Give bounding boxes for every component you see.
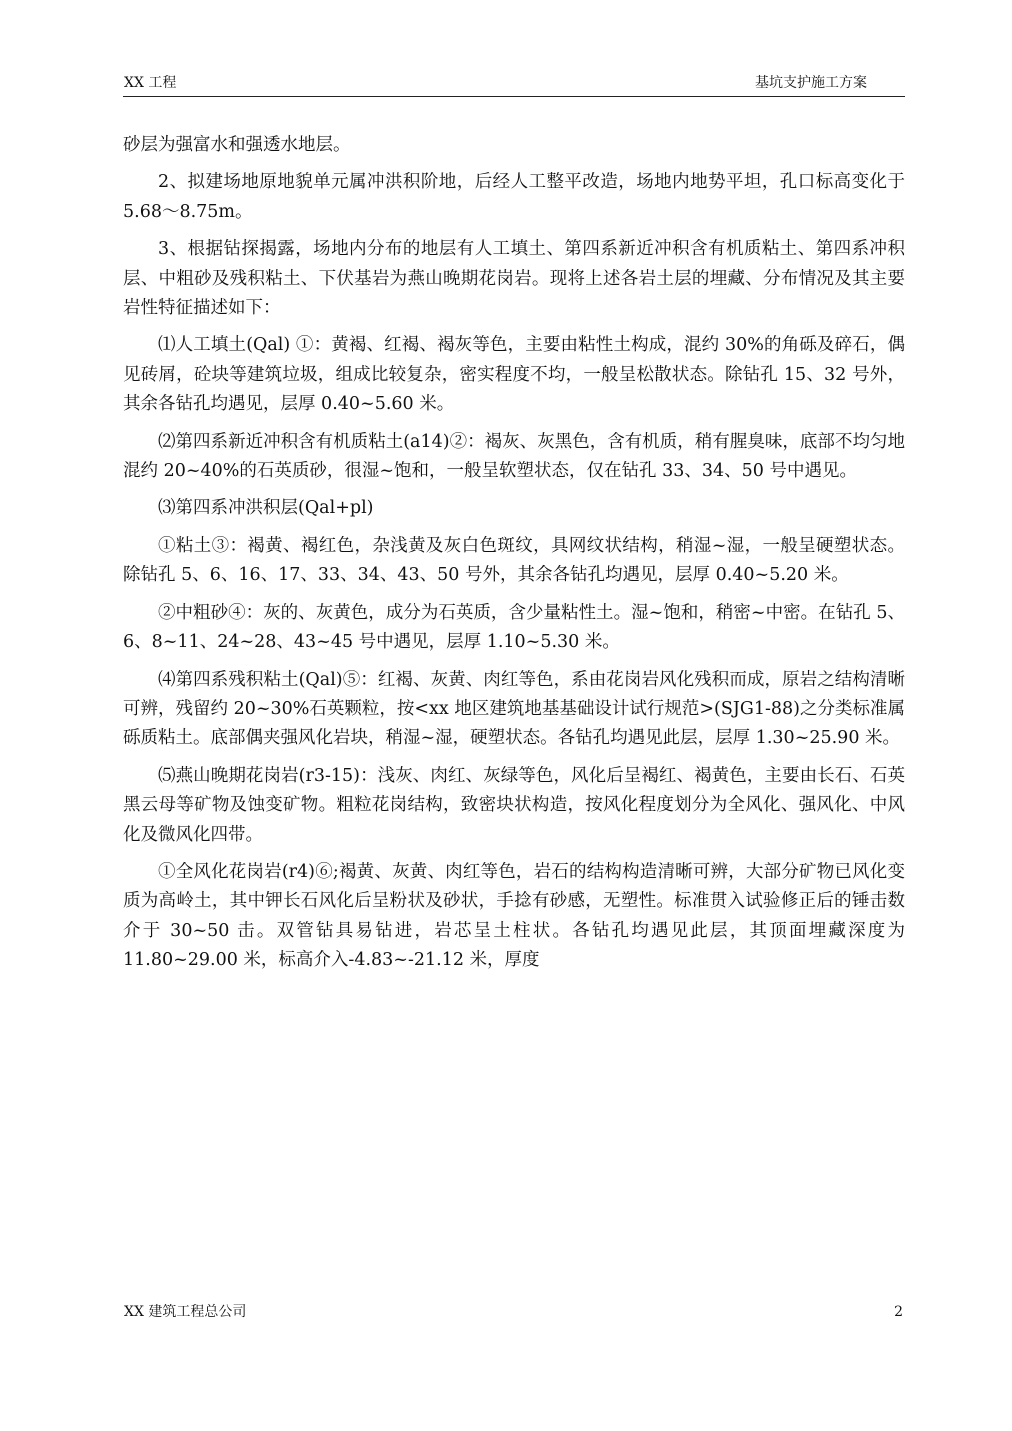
body-paragraph: ①全风化花岗岩(r4)⑥;褐黄、灰黄、肉红等色，岩石的结构构造清晰可辨，大部分矿物已风化变质为高岭土，其中钾长石风化后呈粉状及砂状，手捻有砂感，无塑性。标准贯入试验修正后的锤击数介于 30~50 击。双管钻具易钻进，岩芯呈土柱状。各钻孔均遇见此层，其顶面埋藏深度为 11.80~29.00 米，标高介入-4.83~-21.12 米，厚度 <box>123 861 905 971</box>
body-paragraph: 砂层为强富水和强透水地层。 <box>123 135 351 155</box>
body-paragraph: ①粘土③：褐黄、褐红色，杂浅黄及灰白色斑纹，具网纹状结构，稍湿~湿，一般呈硬塑状态。除钻孔 5、6、16、17、33、34、43、50 号外，其余各钻孔均遇见，层厚 0.40~5.20 米。 <box>123 535 905 586</box>
body-paragraph: 2、拟建场地原地貌单元属冲洪积阶地，后经人工整平改造，场地内地势平坦，孔口标高变化于 5.68～8.75m。 <box>123 172 905 222</box>
body-paragraph: 3、根据钻探揭露，场地内分布的地层有人工填土、第四系新近冲积含有机质粘土、第四系冲积层、中粗砂及残积粘土、下伏基岩为燕山晚期花岗岩。现将上述各岩土层的埋藏、分布情况及其主要岩性特征描述如下： <box>123 239 905 319</box>
document-body <box>123 131 905 984</box>
body-paragraph: ⑵第四系新近冲积含有机质粘土(a14)②：褐灰、灰黑色，含有机质，稍有腥臭味，底部不均匀地混约 20~40%的石英质砂，很湿~饱和，一般呈软塑状态，仅在钻孔 33、34、50 号中遇见。 <box>123 431 905 482</box>
body-paragraph: ⑷第四系残积粘土(Qal)⑤：红褐、灰黄、肉红等色，系由花岗岩风化残积而成，原岩之结构清晰可辨，残留约 20~30%石英颗粒，按<xx 地区建筑地基基础设计试行规范>(SJG1-88)之分类标准属砾质粘土。底部偶夹强风化岩块，稍湿~湿，硬塑状态。各钻孔均遇见此层，层厚 1.30~25.90 米。 <box>123 669 905 749</box>
header-document-title: 基坑支护施工方案 <box>755 75 867 91</box>
page-header <box>123 74 905 97</box>
body-paragraph: ⑶第四系冲洪积层(Qal+pl) <box>158 498 374 519</box>
header-project-name: XX 工程 <box>124 75 177 91</box>
body-paragraph: ②中粗砂④：灰的、灰黄色，成分为石英质，含少量粘性土。湿~饱和，稍密~中密。在钻孔 5、6、8~11、24~28、43~45 号中遇见，层厚 1.10~5.30 米。 <box>123 602 905 653</box>
page-footer <box>123 1303 905 1323</box>
page-number: 2 <box>894 1304 903 1320</box>
footer-company-name: XX 建筑工程总公司 <box>124 1304 247 1320</box>
body-paragraph: ⑴人工填土(Qal) ①：黄褐、红褐、褐灰等色，主要由粘性土构成，混约 30%的角砾及碎石，偶见砖屑，砼块等建筑垃圾，组成比较复杂，密实程度不均，一般呈松散状态。除钻孔 15、32 号外，其余各钻孔均遇见，层厚 0.40~5.60 米。 <box>123 335 905 415</box>
body-paragraph: ⑸燕山晚期花岗岩(r3-15)：浅灰、肉红、灰绿等色，风化后呈褐红、褐黄色，主要由长石、石英黑云母等矿物及蚀变矿物。粗粒花岗结构，致密块状构造，按风化程度划分为全风化、强风化、中风化及微风化四带。 <box>123 765 905 845</box>
